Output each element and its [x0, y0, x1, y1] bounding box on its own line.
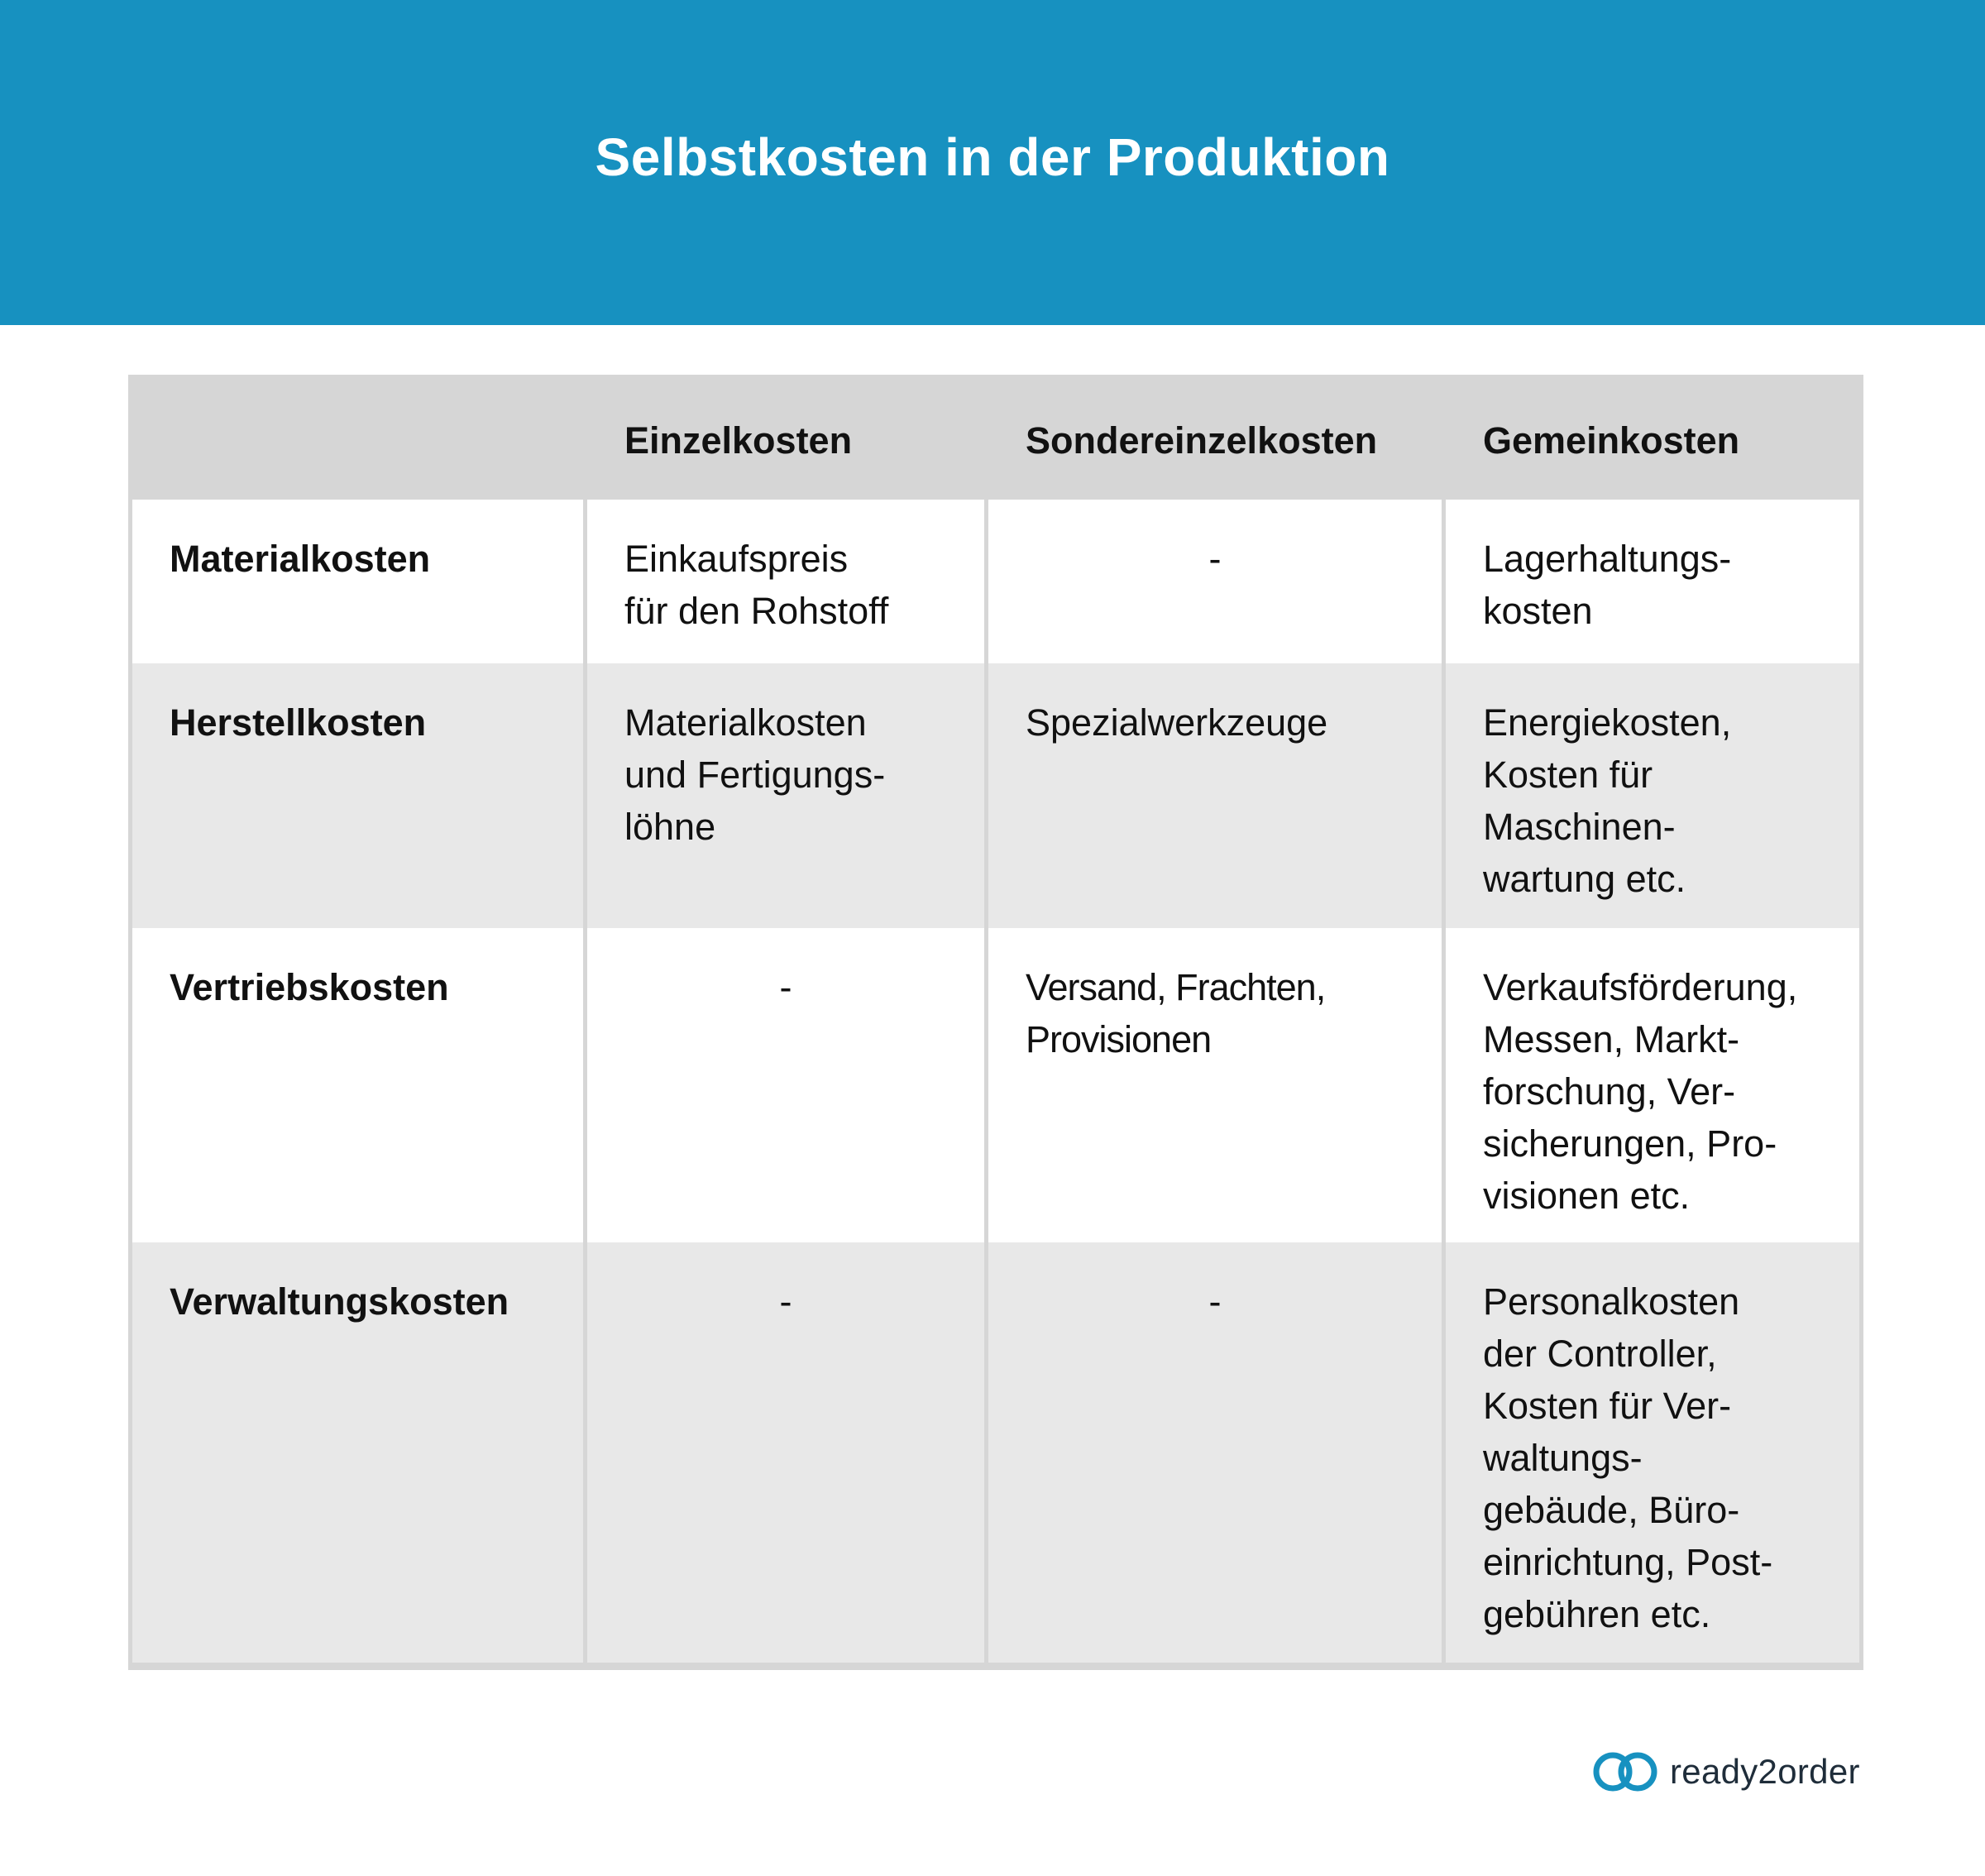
table-cell: - [988, 500, 1442, 663]
table-cell: Energiekosten, Kosten für Maschinen- wartung etc. [1446, 663, 1859, 928]
ready2order-logo-icon [1592, 1747, 1658, 1797]
column-header-sondereinzelkosten: Sondereinzelkosten [988, 375, 1442, 500]
table-cell: Personalkosten der Controller, Kosten für Ver- waltungs- gebäude, Büro- einrichtung, Post- gebühren etc. [1446, 1242, 1859, 1663]
row-label-herstellkosten: Herstellkosten [132, 663, 583, 928]
header-banner [0, 0, 1985, 325]
table-cell: Versand, Frachten, Provisionen [988, 928, 1442, 1242]
column-header-einzelkosten: Einzelkosten [587, 375, 984, 500]
table-cell: Materialkosten und Fertigungs- löhne [587, 663, 984, 928]
table-header-corner [128, 375, 583, 500]
column-header-gemeinkosten: Gemeinkosten [1446, 375, 1859, 500]
logo-text: ready2order [1670, 1752, 1860, 1791]
row-label-vertriebskosten: Vertriebskosten [132, 928, 583, 1242]
table-cell: Verkaufsförderung, Messen, Markt- forschung, Ver- sicherungen, Pro- visionen etc. [1446, 928, 1859, 1242]
table-cell: - [587, 928, 984, 1242]
row-label-materialkosten: Materialkosten [132, 500, 583, 663]
row-label-verwaltungskosten: Verwaltungskosten [132, 1242, 583, 1663]
table-cell: Lagerhaltungs- kosten [1446, 500, 1859, 663]
cost-table [128, 375, 1863, 1670]
page-title: Selbstkosten in der Produktion [595, 127, 1390, 187]
table-cell: Spezialwerkzeuge [988, 663, 1442, 928]
brand-logo [1592, 1747, 1860, 1797]
table-cell: - [988, 1242, 1442, 1663]
table-cell: - [587, 1242, 984, 1663]
table-cell: Einkaufspreis für den Rohstoff [587, 500, 984, 663]
